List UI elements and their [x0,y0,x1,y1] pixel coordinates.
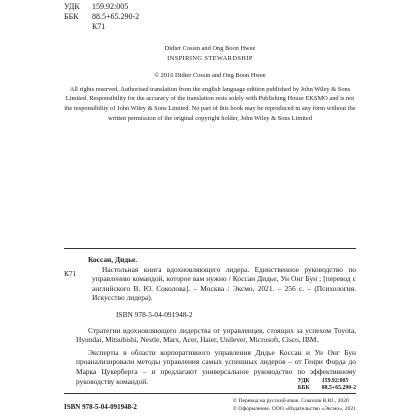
rights-design: © Оформление. ООО «Издательство «Эксмо», 2021 [232,405,356,412]
annotation-1: Стратегии вдохновляющего лидерства от управленцев, стоящих за успехом Toyota, Hyundai, Mitsubishi, Nestle, Marx, Acer, Haier, Unilever, Microsoft, Cisco, IBM. [76,325,356,345]
bbk-label: ББК [64,12,79,21]
bottom-bbk-label: ББК [297,385,310,392]
english-copyright-block [64,44,356,123]
bottom-bbk-value: 88.5+65.290-2 [321,385,356,392]
original-copyright: © 2016 Didier Cossin and Ong Boon Hwee [154,72,266,80]
rights-block [233,398,356,413]
bottom-classification [298,378,356,393]
bottom-isbn: ISBN 978-5-04-091948-2 [64,403,137,411]
bbk-value: 88.5+65.290-2 [92,12,140,21]
rights-notice: All rights reserved. Authorised translation from the english language edition published by John Wiley & Sons Limited. Responsibility for the accuracy of the translation rests solely with Publishing House EKSMO and is not the responsibility of John Wiley & Sons Limited. No part of this book may be reproduced in any form without the written permission of the original copyright holder, John Wiley & Sons Limited [64,85,356,122]
russian-author-sign: К71 [64,269,77,278]
author-sign: К71 [92,22,106,31]
bottom-udk-value: 159.92:005 [321,378,349,384]
rights-translation: © Перевод на русский язык. Соколов В.Ю., 2020 [232,398,349,404]
record-isbn: ISBN 978-5-04-091948-2 [116,309,193,319]
original-title: INSPIRING STEWARDSHIP [167,54,253,62]
record-header: Коссан, Дидье. [88,255,138,264]
divider-bottom [64,393,356,394]
classification-block [64,2,139,32]
bottom-udk-label: УДК [297,378,310,384]
bibliographic-record [64,255,356,386]
divider-top [64,248,356,249]
annotation-2: Эксперты в области корпоративного управления Дидье Коссан и Ун Онг Бун проанализировали методы управления самых успешных лидеров – от Генри Форда до Марка Цукерберга – и предлагают универсальное руководство по эффективному руководству командой. [76,347,356,386]
udk-label: УДК [64,2,80,11]
udk-value: 159.92:005 [92,2,129,11]
record-body: Настольная книга вдохновляющего лидера. Единственное руководство по управлению командой, которое вам нужно / Коссан Дидье, Ун Онг Бун ; [перевод с английского В. Ю. Соколова]. – Москва : Эксмо, 2021. – 256 с. – (Психология. Искусство лидера). [92,264,356,303]
original-authors: Didier Cossin and Ong Boon Hwee [164,45,256,52]
